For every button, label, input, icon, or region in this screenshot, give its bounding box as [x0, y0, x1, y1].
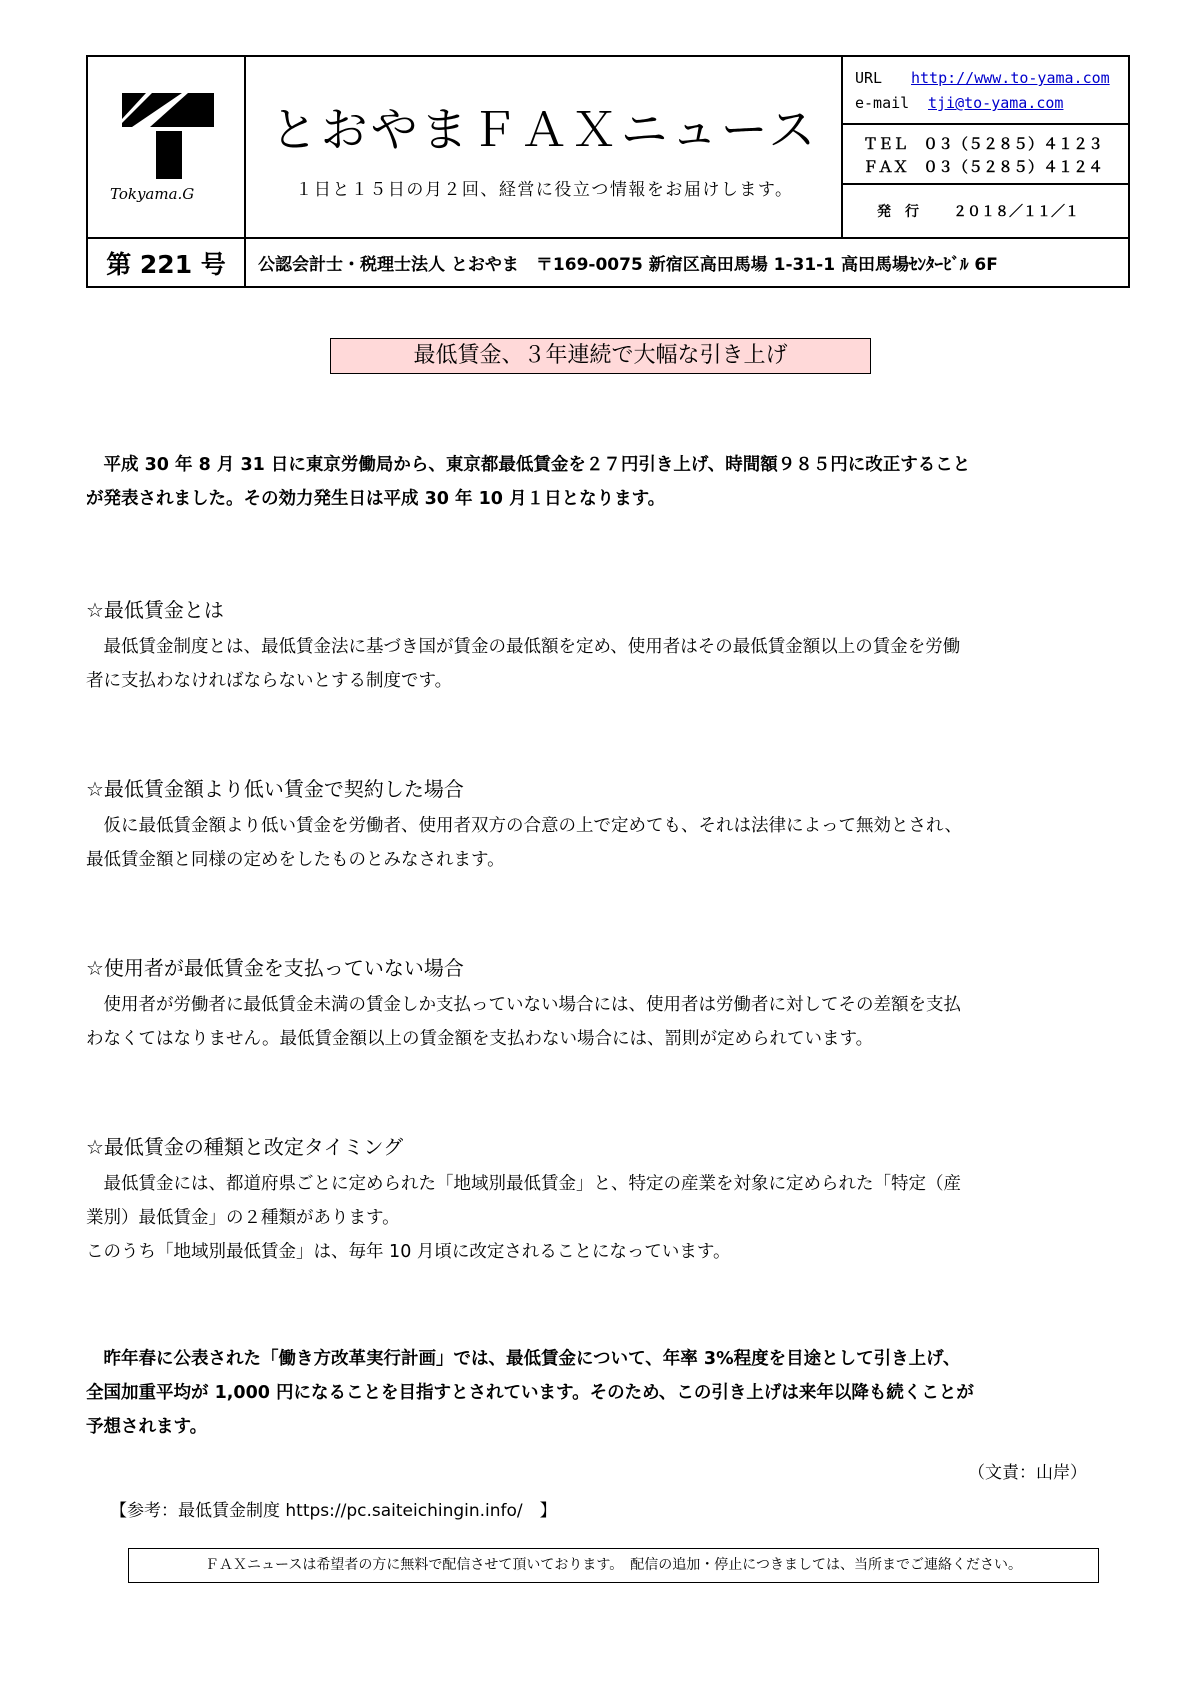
- section-line: 仮に最低賃金額より低い賃金を労働者、使用者双方の合意の上で定めても、それは法律によって無効とされ、: [86, 816, 963, 836]
- section-line: 最低賃金制度とは、最低賃金法に基づき国が賃金の最低額を定め、使用者はその最低賃金額以上の賃金を労働: [86, 637, 961, 657]
- firm-address: 公認会計士・税理士法人 とおやま 〒169-0075 新宿区高田馬場 1-31-1 高田馬場ｾﾝﾀｰﾋﾞﾙ 6F: [258, 255, 998, 275]
- conclusion-line: 昨年春に公表された「働き方改革実行計画」では、最低賃金について、年率 3%程度を目途として引き上げ、: [86, 1349, 961, 1369]
- section-line: 者に支払わなければならないとする制度です。: [86, 671, 453, 691]
- logo-cell: [88, 57, 246, 237]
- url-link[interactable]: http://www.to-yama.com: [911, 69, 1110, 87]
- email-link[interactable]: tji@to-yama.com: [928, 94, 1064, 112]
- section-heading: ☆使用者が最低賃金を支払っていない場合: [86, 956, 464, 980]
- intro-line: 平成 30 年 8 月 31 日に東京労働局から、東京都最低賃金を２７円引き上げ、時間額９８５円に改正すること: [86, 455, 971, 475]
- email-label: e-mail: [855, 94, 910, 112]
- newsletter-subtitle: １日と１５日の月２回、経営に役立つ情報をお届けします。: [295, 180, 794, 200]
- issue-number: 第 221 号: [88, 239, 246, 286]
- author-credit: （文責：山岸）: [968, 1463, 1087, 1483]
- issue-date-row: [843, 185, 1128, 237]
- newsletter-title: とおやまＦＡＸニュース: [270, 103, 819, 158]
- section-line: 最低賃金額と同様の定めをしたものとみなされます。: [86, 850, 505, 870]
- newsletter-header: [86, 55, 1130, 288]
- conclusion-line: 予想されます。: [86, 1417, 208, 1437]
- article-headline: 最低賃金、３年連続で大幅な引き上げ: [330, 338, 871, 374]
- conclusion-paragraph: [86, 1342, 1130, 1444]
- section-line: 業別）最低賃金」の２種類があります。: [86, 1208, 400, 1228]
- footer-notice: ＦＡＸニュースは希望者の方に無料で配信させて頂いております。 配信の追加・停止につきましては、当所までご連絡ください。: [128, 1548, 1099, 1583]
- section-line: 最低賃金には、都道府県ごとに定められた「地域別最低賃金」と、特定の産業を対象に定められた「特定（産: [86, 1174, 961, 1194]
- issue-label: 発 行: [877, 204, 919, 220]
- section-line: 使用者が労働者に最低賃金未満の賃金しか支払っていない場合には、使用者は労働者に対してその差額を支払: [86, 995, 961, 1015]
- reference-link[interactable]: 【参考：最低賃金制度 https://pc.saiteichingin.info/ 】: [110, 1501, 557, 1521]
- section-body: [86, 1167, 1130, 1269]
- section-body: [86, 988, 1130, 1056]
- section-heading: ☆最低賃金額より低い賃金で契約した場合: [86, 777, 464, 801]
- company-logo-icon: [122, 93, 214, 179]
- intro-line: が発表されました。その効力発生日は平成 30 年 10 月１日となります。: [86, 489, 666, 509]
- url-label: URL: [855, 69, 883, 87]
- section-line: わなくてはなりません。最低賃金額以上の賃金額を支払わない場合には、罰則が定められています。: [86, 1029, 874, 1049]
- issue-address-row: [88, 237, 1128, 286]
- issue-date: ２０１８／１１／１: [953, 204, 1079, 220]
- phone-contact: [843, 125, 1128, 185]
- intro-paragraph: [86, 448, 1130, 516]
- section-body: [86, 630, 1130, 698]
- web-contact: [843, 57, 1128, 125]
- tel-number: ＴＥＬ ０３（５２８５）４１２３: [863, 135, 1104, 153]
- conclusion-line: 全国加重平均が 1,000 円になることを目指すとされています。そのため、この引き上げは来年以降も続くことが: [86, 1383, 974, 1403]
- section-heading: ☆最低賃金の種類と改定タイミング: [86, 1135, 404, 1159]
- section-line: このうち「地域別最低賃金」は、毎年 10 月頃に改定されることになっています。: [86, 1242, 731, 1262]
- fax-number: ＦＡＸ ０３（５２８５）４１２４: [863, 158, 1104, 176]
- contact-info-cell: [843, 57, 1128, 237]
- title-cell: [246, 57, 843, 237]
- section-body: [86, 809, 1130, 877]
- section-heading: ☆最低賃金とは: [86, 598, 224, 622]
- logo-signature: Tokyama.G: [110, 185, 195, 203]
